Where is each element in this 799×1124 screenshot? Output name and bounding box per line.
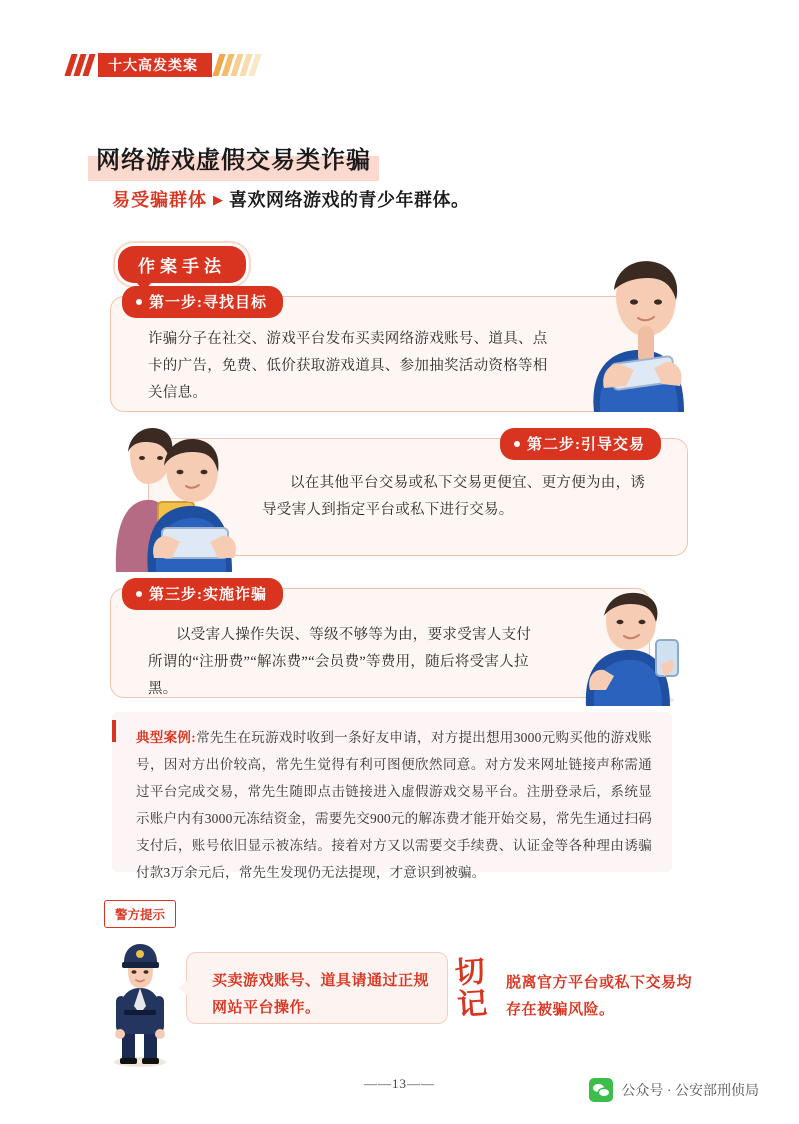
illustration-police-officer — [100, 936, 180, 1068]
case-label: 典型案例: — [136, 730, 196, 745]
triangle-right-icon: ▶ — [213, 192, 223, 207]
police-tip-tag: 警方提示 — [104, 900, 176, 928]
bullet-dot-icon — [136, 591, 142, 597]
page-number: ——13—— — [364, 1076, 435, 1091]
header-tag-label: 十大高发类案 — [98, 53, 212, 77]
illustration-two-people-tablet — [100, 424, 250, 572]
victim-group-row — [112, 186, 470, 212]
case-paragraph — [136, 724, 652, 886]
step-tag-3 — [122, 578, 283, 610]
case-accent-bar — [112, 720, 116, 742]
wechat-account-label: 公众号 · 公安部刑侦局 — [621, 1084, 759, 1099]
step-tag-2-label: 第二步:引导交易 — [527, 437, 645, 453]
step-tag-1-label: 第一步:寻找目标 — [149, 295, 267, 311]
step-tag-3-label: 第三步:实施诈骗 — [149, 587, 267, 603]
step-text-3: 以受害人操作失误、等级不够等为由，要求受害人支付所谓的“注册费”“解冻费”“会员费”等费用，随后将受害人拉黑。 — [148, 627, 532, 697]
bullet-dot-icon — [514, 441, 520, 447]
typical-case-box — [112, 712, 672, 880]
illustration-teen-with-phone — [560, 256, 710, 412]
case-body: 常先生在玩游戏时收到一条好友申请，对方提出想用3000元购买他的游戏账号，因对方出价较高，常先生觉得有利可图便欣然同意。对方发来网址链接声称需通过平台完成交易，常先生随即点击链接进入虚假游戏交易平台。注册登录后，系统显示账户内有3000元冻结资金，需要先交900元的解冻费才能开始交易，常先生通过扫码支付后，账号依旧显示被冻结。接着对方又以需要交手续费、认证金等各种理由诱骗付款3万余元后，常先生发现仍无法提现，才意识到被骗。 — [136, 730, 653, 880]
victim-group-text: 喜欢网络游戏的青少年群体。 — [229, 190, 470, 210]
header-right-slashes — [216, 54, 258, 76]
step-tag-1 — [122, 286, 283, 318]
victim-group-label: 易受骗群体 — [112, 190, 207, 210]
illustration-man-with-phone — [560, 590, 700, 706]
header-left-slashes — [68, 54, 92, 76]
stamp-text: 切记 — [448, 954, 487, 1022]
step-text-2: 以在其他平台交易或私下交易更便宜、更方便为由，诱导受害人到指定平台或私下进行交易。 — [262, 475, 646, 518]
step-tag-2 — [500, 428, 661, 460]
police-tip-left-text: 买卖游戏账号、道具请通过正规网站平台操作。 — [212, 973, 430, 1016]
method-badge: 作案手法 — [118, 246, 246, 283]
header-ribbon — [68, 50, 264, 80]
page-title: 网络游戏虚假交易类诈骗 — [88, 136, 379, 181]
wechat-footer — [589, 1078, 759, 1102]
step-text-1: 诈骗分子在社交、游戏平台发布买卖网络游戏账号、道具、点卡的广告，免费、低价获取游戏道具、参加抽奖活动资格等相关信息。 — [148, 331, 548, 401]
wechat-icon — [589, 1078, 613, 1102]
police-tip-right-text: 脱离官方平台或私下交易均存在被骗风险。 — [506, 975, 693, 1018]
bullet-dot-icon — [136, 299, 142, 305]
